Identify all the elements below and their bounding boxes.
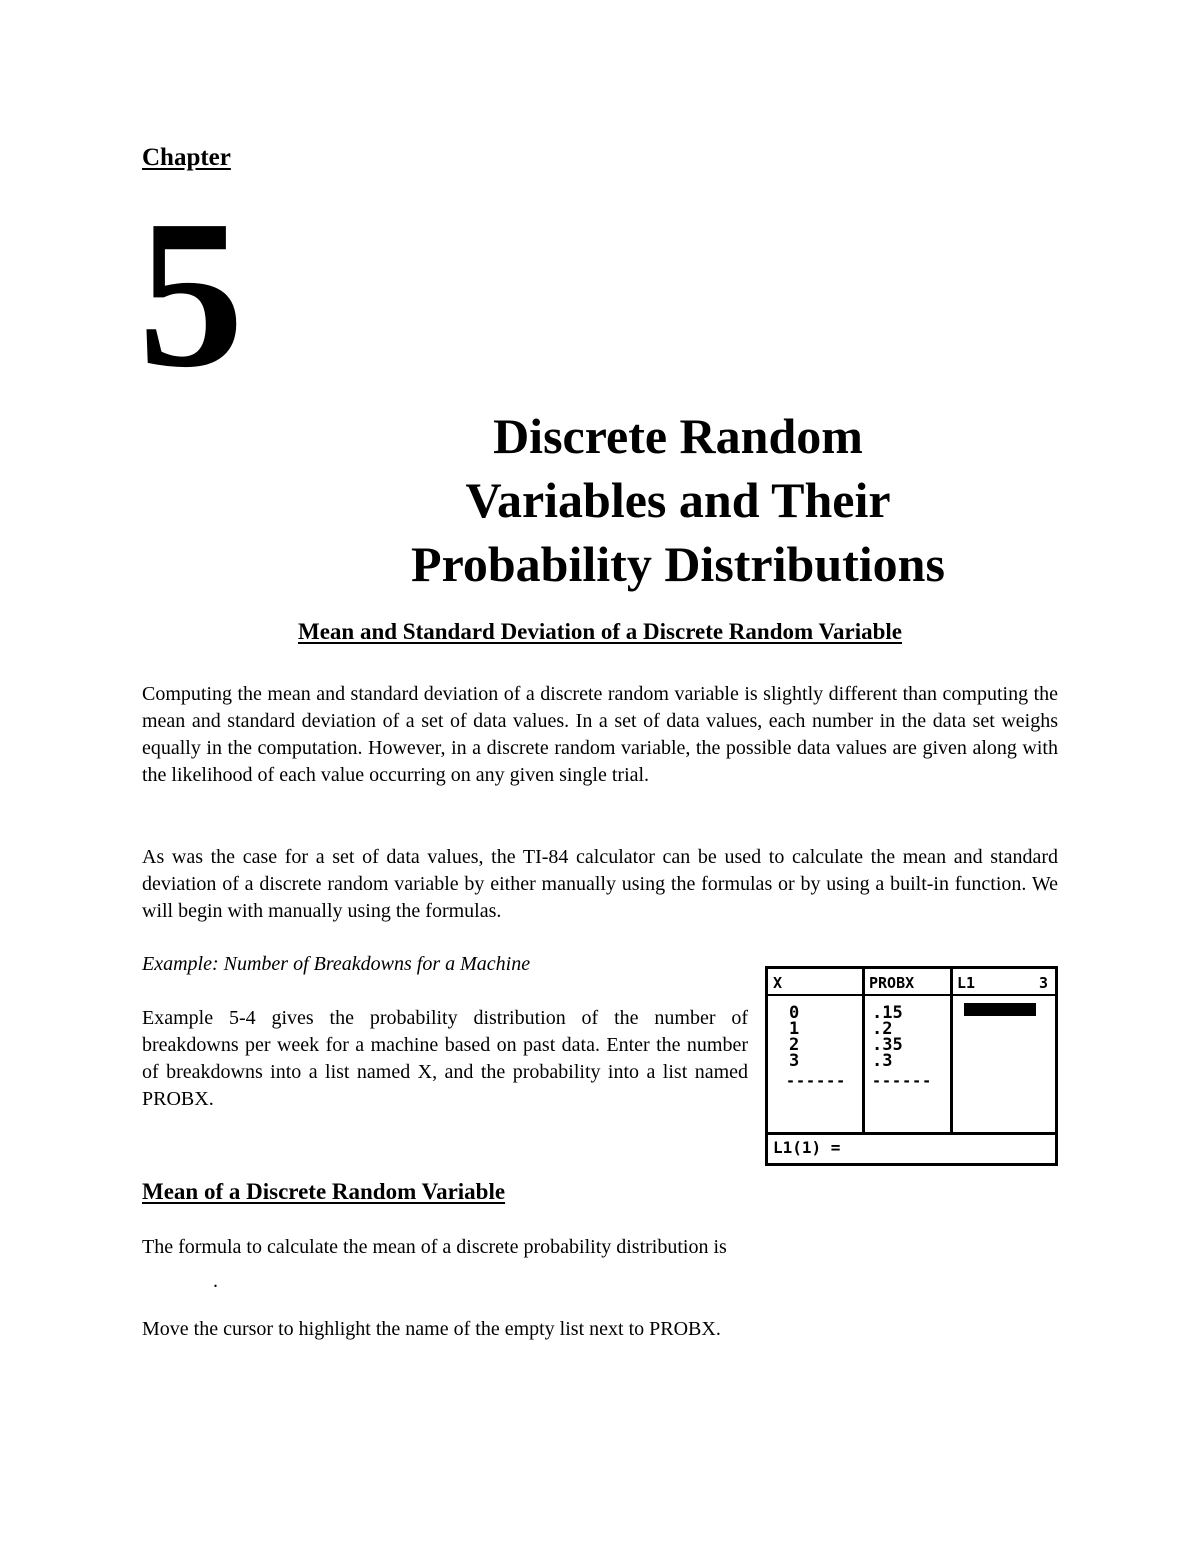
calc-header-probx: PROBX	[869, 974, 915, 992]
calc-probx-values	[872, 1005, 903, 1069]
calc-x-values	[789, 1005, 799, 1069]
chapter-number: 5	[138, 176, 244, 411]
calc-x-dashes: ------	[786, 1072, 847, 1090]
chapter-title-line-2: Variables and Their	[465, 472, 891, 528]
section-heading-mean-std: Mean and Standard Deviation of a Discrete Random Variable	[298, 619, 902, 644]
calc-header-l1: L1	[957, 974, 976, 992]
calc-x-value: 3	[789, 1051, 800, 1071]
calc-probx-value: .15	[872, 1003, 903, 1023]
calc-probx-value: .35	[872, 1035, 903, 1055]
calc-entry-line: L1(1) =	[773, 1138, 841, 1157]
ti84-paragraph: As was the case for a set of data values, the TI-84 calculator can be used to calculate the mean and standard deviation of a discrete random variable by either manually using the formulas or by using a built-in function. We will begin with manually using the formulas.	[142, 846, 1058, 922]
calc-column-number: 3	[1039, 974, 1049, 992]
calc-x-value: 0	[789, 1003, 800, 1023]
chapter-title	[298, 404, 1058, 596]
calc-entry-divider	[768, 1132, 1055, 1135]
calc-column-divider-1	[862, 969, 865, 1135]
example-paragraph: Example 5-4 gives the probability distribution of the number of breakdowns per week for a machine based on past data. Enter the number of breakdowns into a list named X, and the probability into a list named PROBX.	[142, 1007, 748, 1110]
calc-cursor-highlight	[964, 1003, 1036, 1016]
calc-probx-dashes: ------	[872, 1072, 933, 1090]
intro-paragraph: Computing the mean and standard deviation of a discrete random variable is slightly different than computing the mean and standard deviation of a set of data values. In a set of data values, each number in the data set weighs equally in the computation. However, in a discrete random variable, the possible data values are given along with the likelihood of each value occurring on any given single trial.	[142, 683, 1058, 786]
calc-x-value: 2	[789, 1035, 800, 1055]
formula-placeholder-mark: .	[213, 1270, 218, 1292]
calc-header-divider	[768, 994, 1055, 996]
calc-x-value: 1	[789, 1019, 800, 1039]
calc-probx-value: .2	[872, 1019, 893, 1039]
chapter-label: Chapter	[142, 144, 231, 171]
formula-intro-text: The formula to calculate the mean of a discrete probability distribution is	[142, 1236, 727, 1258]
calc-column-divider-2	[950, 969, 953, 1135]
cursor-instruction-text: Move the cursor to highlight the name of the empty list next to PROBX.	[142, 1318, 721, 1340]
section-heading-mean: Mean of a Discrete Random Variable	[142, 1179, 506, 1204]
chapter-title-line-1: Discrete Random	[493, 408, 863, 464]
chapter-title-line-3: Probability Distributions	[411, 536, 945, 592]
calc-probx-value: .3	[872, 1051, 893, 1071]
calculator-screen	[765, 966, 1058, 1166]
calc-header-x: X	[773, 974, 783, 992]
example-title: Example: Number of Breakdowns for a Machine	[142, 953, 531, 975]
